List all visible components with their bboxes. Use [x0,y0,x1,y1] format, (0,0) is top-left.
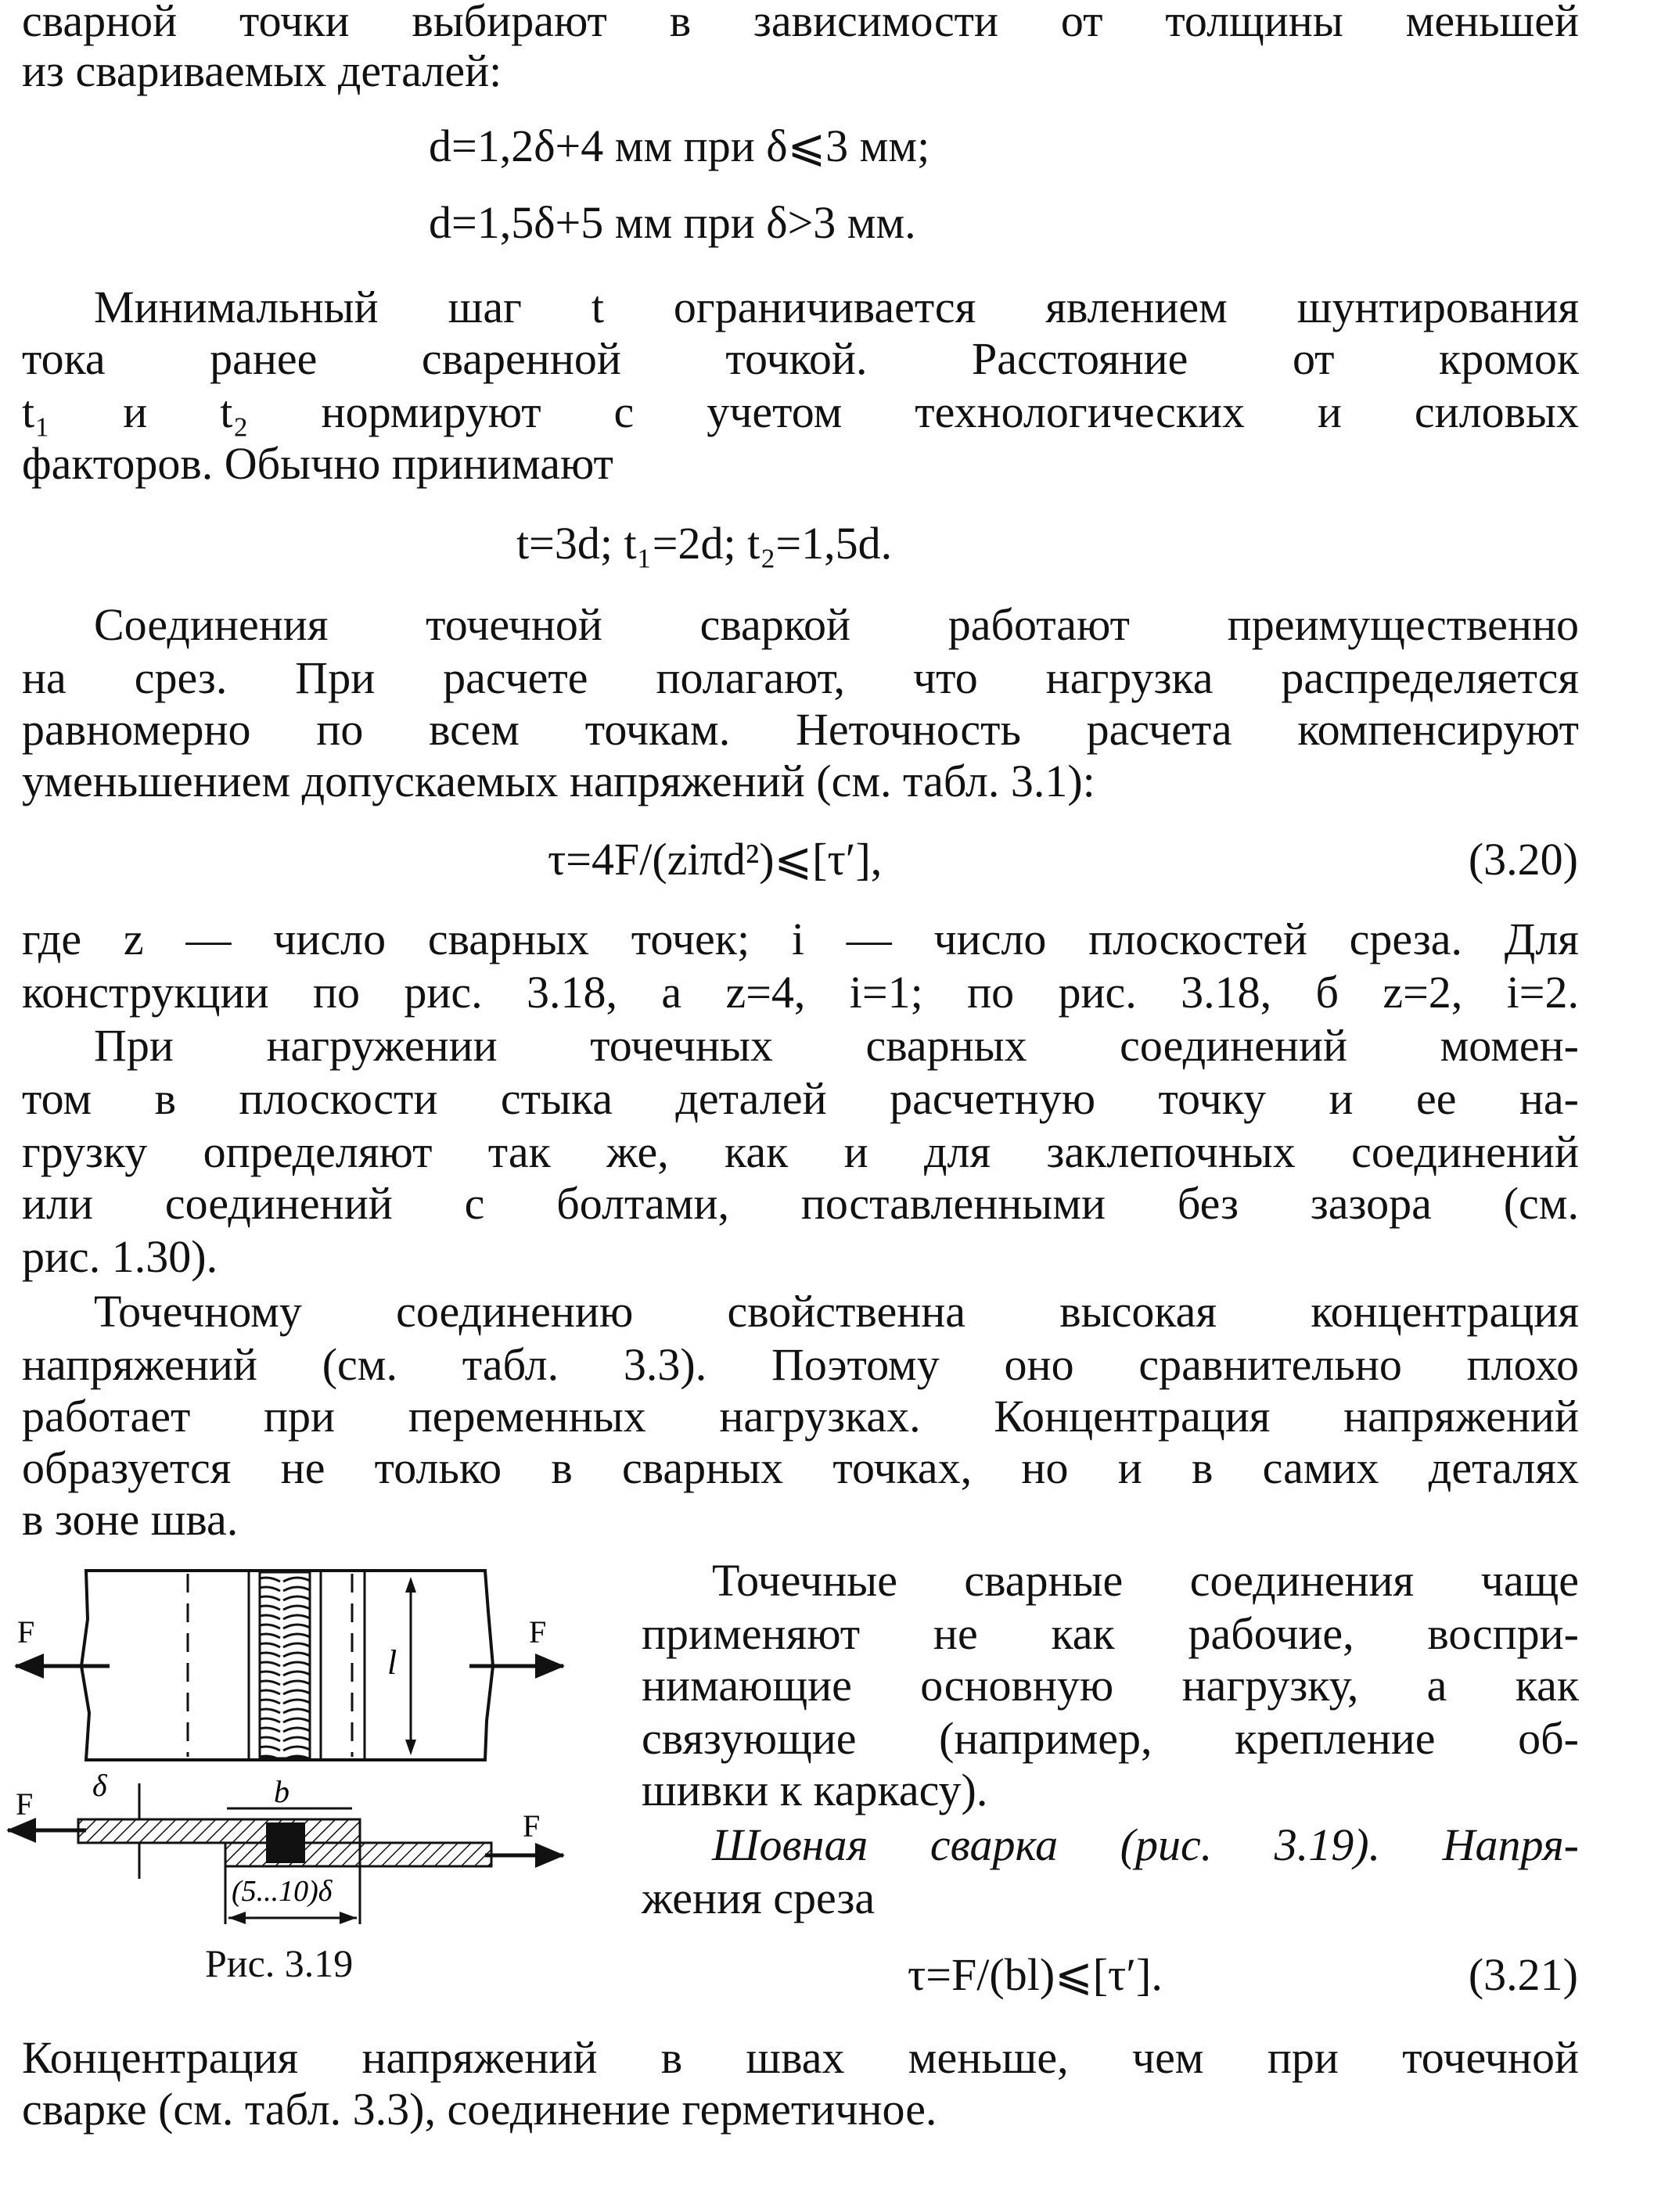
formula-3-21: τ=F/(bl)⩽[τ′]. [908,1949,1163,2000]
text-line: сварной точки выбирают в зависимости от толщины меньшей [22,0,1579,46]
text-line: связующие (например, крепление об- [642,1713,1579,1764]
text-line: уменьшением допускаемых напряжений (см. табл. 3.1): [22,756,1095,806]
text-line: Точечные сварные соединения чаще [712,1555,1579,1606]
text-line: Шовная сварка (рис. 3.19). Напря- [712,1819,1579,1870]
text-line: напряжений (см. табл. 3.3). Поэтому оно сравнительно плохо [22,1339,1579,1390]
text-line: сварке (см. табл. 3.3), соединение герметичное. [22,2084,937,2135]
text-line: рис. 1.30). [22,1231,218,1282]
label-force: F [16,1786,34,1822]
text-line: из свариваемых деталей: [22,45,502,96]
formula-d-large: d=1,5δ+5 мм при δ>3 мм. [429,197,916,248]
text-line: шивки к каркасу). [642,1765,988,1815]
seam-cross-section [266,1822,305,1863]
text-line: равномерно по всем точкам. Неточность расчета компенсируют [22,704,1579,755]
text-line: образуется не только в сварных точках, но и в самих деталях [22,1442,1579,1493]
text-line: где z — число сварных точек; i — число плоскостей среза. Для [22,914,1579,964]
text-line: Концентрация напряжений в швах меньше, чем при точечной [22,2032,1579,2083]
lower-plate [225,1843,491,1866]
figure-seam-weld [0,1557,595,1924]
text-line: жения среза [642,1873,876,1923]
label-overlap: (5...10)δ [232,1875,333,1908]
label-thickness: δ [92,1768,107,1803]
formula-3-20: τ=4F/(ziπd²)⩽[τ′], [548,834,883,885]
text-line: или соединений с болтами, поставленными без зазора (см. [22,1178,1579,1229]
equation-number-3-21: (3.21) [1468,1949,1578,2000]
top-view [14,1571,565,1760]
text-line: на срез. При расчете полагают, что нагрузка распределяется [22,652,1579,703]
text-line: работает при переменных нагрузках. Концентрация напряжений [22,1391,1579,1442]
arrow-head-icon [405,1740,416,1755]
formula-d-small: d=1,2δ+4 мм при δ⩽3 мм; [429,120,930,171]
text-line: Точечному соединению свойственна высокая концентрация [94,1286,1579,1337]
text-line: факторов. Обычно принимают [22,438,613,489]
figure-caption: Рис. 3.19 [205,1941,354,1985]
text-line: нимающие основную нагрузку, а как [642,1660,1579,1711]
text-line: конструкции по рис. 3.18, а z=4, i=1; по рис. 3.18, б z=2, i=2. [22,967,1579,1018]
text-line: При нагружении точечных сварных соединений момен- [94,1020,1579,1071]
label-length: l [387,1643,397,1682]
text-line: том в плоскости стыка деталей расчетную точку и ее на- [22,1073,1579,1124]
equation-number-3-20: (3.20) [1468,834,1578,885]
formula-step: t=3d; t₁=2d; t₂=1,5d. [516,518,893,569]
text-line: грузку определяют так же, как и для заклепочных соединений [22,1126,1579,1177]
upper-plate [78,1819,360,1843]
text-line: Минимальный шаг t ограничивается явлением шунтирования [94,282,1579,332]
arrow-head-icon [405,1577,416,1593]
label-force: F [529,1614,547,1650]
text-line: в зоне шва. [22,1494,239,1545]
text-line: применяют не как рабочие, воспри- [642,1608,1579,1659]
seam-weld [260,1572,310,1758]
arrow-head-icon [535,1654,565,1679]
label-width: b [274,1774,289,1809]
text-line: t₁ и t₂ нормируют с учетом технологических и силовых [22,386,1579,437]
arrow-head-icon [14,1654,44,1679]
label-force: F [523,1808,541,1844]
arrow-head-icon [228,1912,246,1924]
arrow-head-icon [535,1843,565,1868]
side-view [6,1768,565,1924]
label-force: F [17,1614,35,1650]
text-line: Соединения точечной сваркой работают преимущественно [94,599,1579,650]
arrow-head-icon [340,1912,357,1924]
text-line: тока ранее сваренной точкой. Расстояние от кромок [22,333,1579,384]
